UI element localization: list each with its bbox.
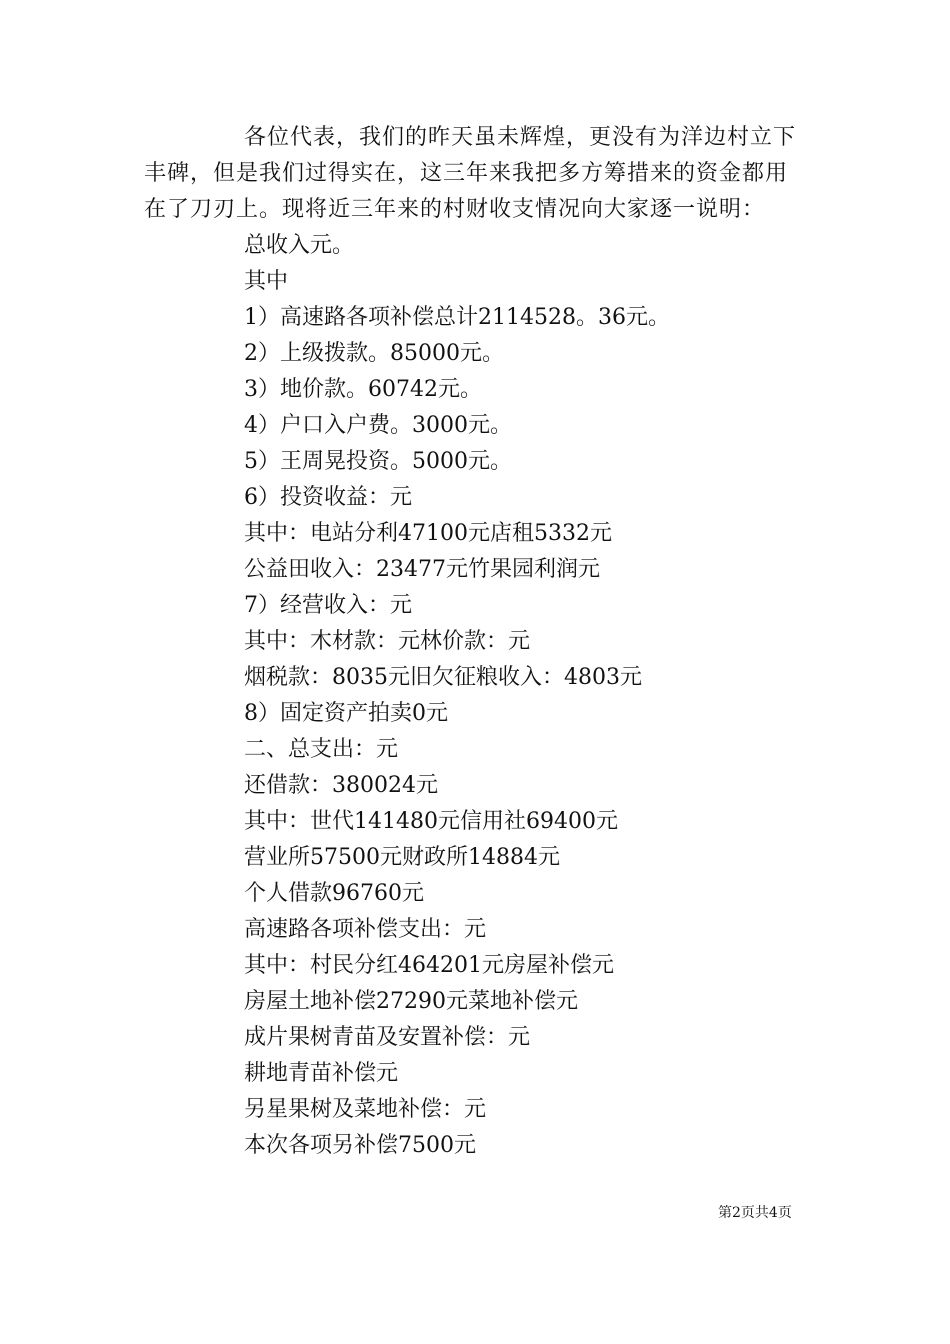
text-line: 5）王周晃投资。5000元。 xyxy=(244,449,512,474)
text-line: 其中：电站分利47100元店租5332元 xyxy=(244,521,612,546)
text-line: 4）户口入户费。3000元。 xyxy=(244,413,512,438)
text-line: 本次各项另补偿7500元 xyxy=(244,1133,476,1158)
text-line: 总收入元。 xyxy=(244,233,355,258)
text-line: 其中：世代141480元信用社69400元 xyxy=(244,809,618,834)
text-line: 1）高速路各项补偿总计2114528。36元。 xyxy=(244,305,670,330)
text-line: 耕地青苗补偿元 xyxy=(244,1061,399,1086)
text-line: 二、总支出：元 xyxy=(244,737,399,762)
text-line: 高速路各项补偿支出：元 xyxy=(244,917,487,942)
text-line: 还借款：380024元 xyxy=(244,773,438,798)
finance-lines xyxy=(244,228,670,1164)
text-line: 个人借款96760元 xyxy=(244,881,424,906)
text-line: 3）地价款。60742元。 xyxy=(244,377,482,402)
text-line: 其中 xyxy=(244,269,289,294)
text-line: 7）经营收入：元 xyxy=(244,593,412,618)
page-indicator: 第2页共4页 xyxy=(718,1205,792,1221)
text-line: 其中：村民分红464201元房屋补偿元 xyxy=(244,953,614,978)
text-line: 公益田收入：23477元竹果园利润元 xyxy=(244,557,600,582)
text-line: 成片果树青苗及安置补偿：元 xyxy=(244,1025,531,1050)
text-line: 营业所57500元财政所14884元 xyxy=(244,845,560,870)
intro-paragraph: 各位代表，我们的昨天虽未辉煌，更没有为洋边村立下丰碑，但是我们过得实在，这三年来我把多方筹措来的资金都用在了刀刃上。现将近三年来的村财收支情况向大家逐一说明： xyxy=(144,125,797,222)
text-line: 8）固定资产拍卖0元 xyxy=(244,701,448,726)
text-line: 房屋土地补偿27290元菜地补偿元 xyxy=(244,989,578,1014)
text-line: 6）投资收益：元 xyxy=(244,485,412,510)
text-line: 2）上级拨款。85000元。 xyxy=(244,341,504,366)
text-line: 另星果树及菜地补偿：元 xyxy=(244,1097,487,1122)
text-line: 烟税款：8035元旧欠征粮收入：4803元 xyxy=(244,665,642,690)
text-line: 其中：木材款：元林价款：元 xyxy=(244,629,531,654)
